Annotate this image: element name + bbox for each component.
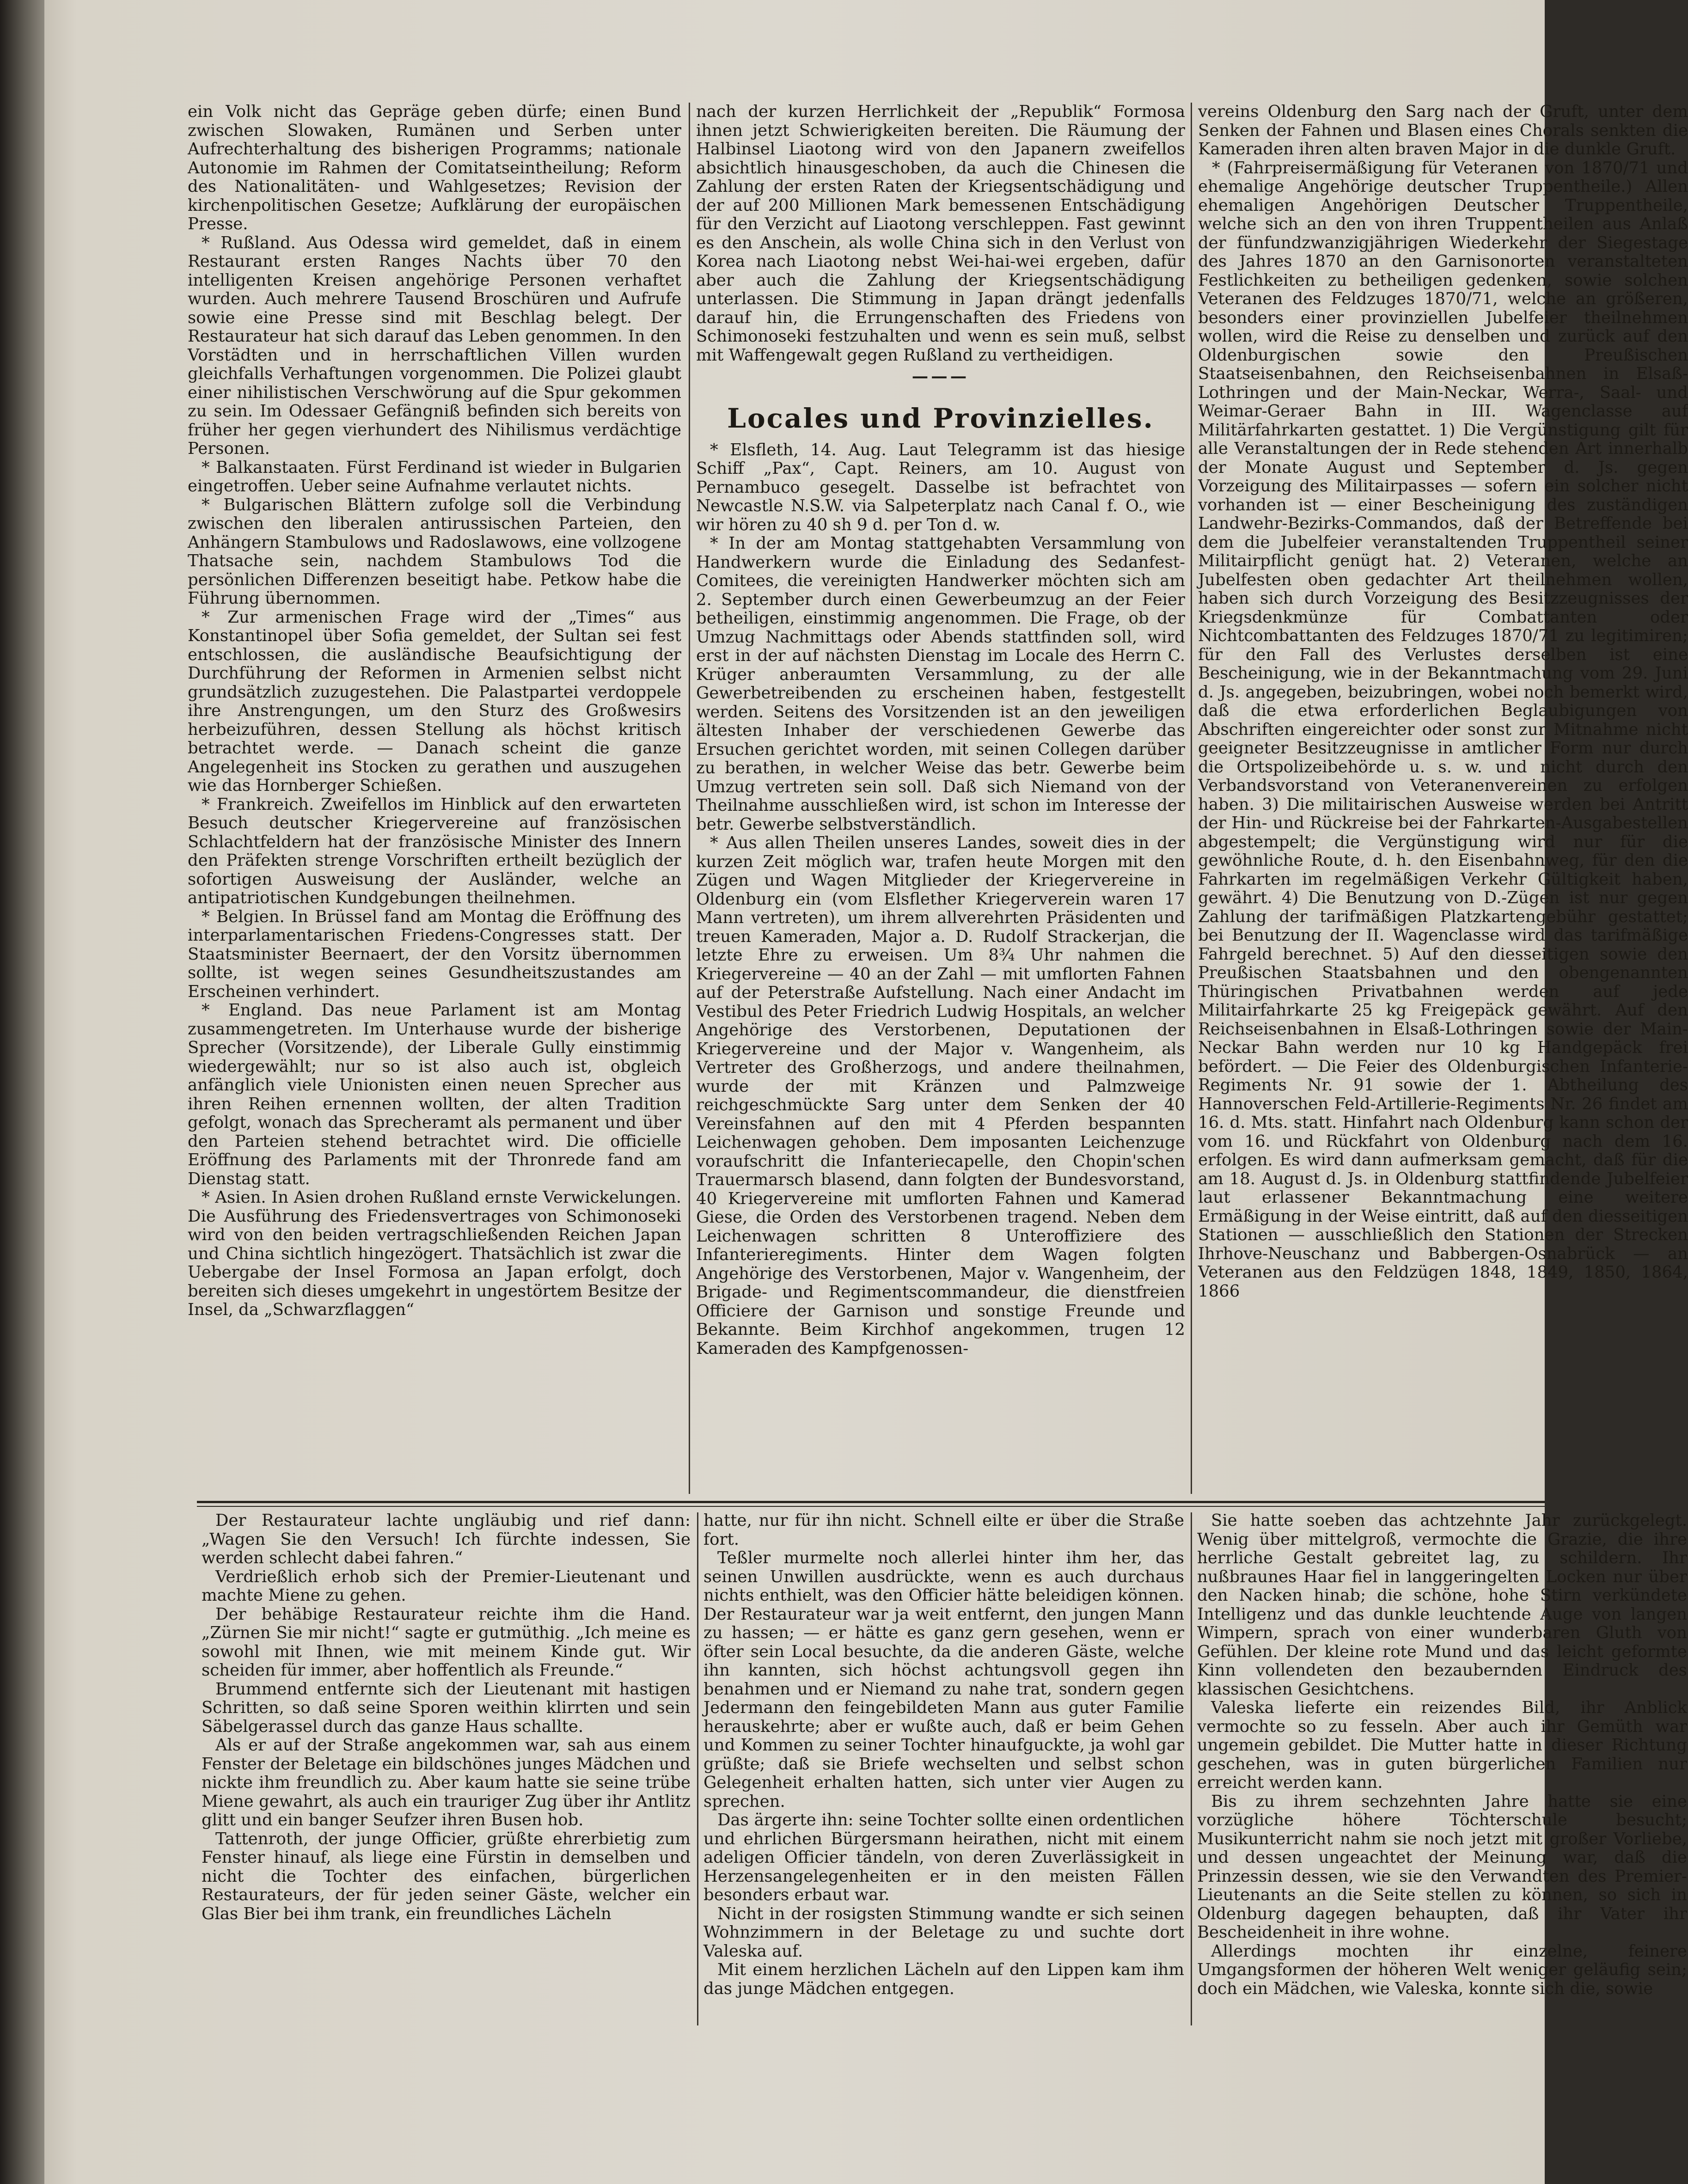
story-paragraph: Nicht in der rosigsten Stimmung wandte er sich seinen Wohnzimmern in der Beletage zu und suchte dort Valeska auf. [703,1904,1184,1961]
article-armenien: * Zur armenischen Frage wird der „Times“ aus Konstantinopel über Sofia gemeldet, der Sultan sei fest entschlossen, die ausländische Beaufsichtigung der Durchführung der Reformen in Armenien selbst nicht grundsätzlich zuzugestehen. Die Palastpartei verdoppele ihre Anstrengungen, um den Sturz des Großwesirs herbeizuführen, dessen Stellung als höchst kritisch betrachtet werde. — Danach scheint die ganze Angelegenheit ins Stocken zu gerathen und auszugehen wie das Hornberger Schießen. [188,607,681,795]
column-rule [697,1512,698,2025]
story-paragraph: Das ärgerte ihn: seine Tochter sollte einen ordentlichen und ehrlichen Bürgersmann heirathen, nicht mit einem adeligen Officier tändeln, von deren Zuverlässigkeit in Herzensangelegenheiten er in den meisten Fällen besonders erbaut war. [703,1811,1184,1904]
article-paragraph: nach der kurzen Herrlichkeit der „Republik“ Formosa ihnen jetzt Schwierigkeiten bereiten. Die Räumung der Halbinsel Liaotong wird von den Japanern zweifellos absichtlich hinausgeschoben, da auch die Chinesen die Zahlung der ersten Raten der Kriegsentschädigung und der auf 200 Millionen Mark bemessenen Entschädigung für den Verzicht auf Liaotong verschleppen. Fast gewinnt es den Anschein, als wolle China sich in den Verlust von Korea nach Liaotong nebst Wei-hai-wei ergeben, dafür aber auch die Zahlung der Kriegsentschädigung unterlassen. Die Stimmung in Japan drängt jedenfalls darauf hin, die Errungenschaften des Friedens von Schimonoseki festzuhalten und wenn es sein muß, selbst mit Waffengewalt gegen Rußland zu vertheidigen. [696,102,1185,365]
story-paragraph: Verdrießlich erhob sich der Premier-Lieutenant und machte Miene zu gehen. [202,1567,691,1605]
article-frankreich: * Frankreich. Zweifellos im Hinblick auf den erwarteten Besuch deutscher Kriegervereine auf französischen Schlachtfeldern hat der französische Minister des Innern den Präfekten strenge Vorschriften ertheilt bezüglich der sofortigen Ausweisung der Ausländer, welche an antipatriotischen Kundgebungen theilnehmen. [188,795,681,907]
story-paragraph: Sie hatte soeben das achtzehnte Jahr zurückgelegt. Wenig über mittelgroß, vermochte die Grazie, die ihre herrliche Gestalt gebreitet lag, zu schildern. Ihr nußbraunes Haar fiel in langgeringelten Locken nur über den Nacken hinab; die schöne, hohe Stirn verkündete Intelligenz und das dunkle leuchtende Auge von langen Wimpern, sprach von einer wunderbaren Gluth von Gefühlen. Der kleine rote Mund und das leicht geformte Kinn vollendeten den bezaubernden Eindruck des klassischen Gesichtchens. [1197,1511,1687,1699]
column-rule [1191,103,1192,1494]
story-paragraph: hatte, nur für ihn nicht. Schnell eilte er über die Straße fort. [703,1511,1184,1549]
story-paragraph: Brummend entfernte sich der Lieutenant mit hastigen Schritten, so daß seine Sporen weithin klirrten und sein Säbelgerassel durch das ganze Haus schallte. [202,1679,691,1736]
bottom-column-2 [703,1511,1184,2038]
article-handwerker: * In der am Montag stattgehabten Versammlung von Handwerkern wurde die Einladung des Sedanfest-Comitees, die vereinigten Handwerker möchten sich am 2. September durch einen Gewerbeumzug an der Feier betheiligen, einstimmig angenommen. Die Frage, ob der Umzug Nachmittags oder Abends stattfinden soll, wird erst in der auf nächsten Dienstag im Locale des Herrn C. Krüger anberaumten Versammlung, zu der alle Gewerbetreibenden zu erscheinen haben, festgestellt werden. Seitens des Vorsitzenden ist an den jeweiligen ältesten Inhaber der verschiedenen Gewerbe das Ersuchen gerichtet worden, mit seinen Collegen darüber zu berathen, in welcher Weise das betr. Gewerbe beim Umzug vertreten sein soll. Daß sich Niemand von der Theilnahme ausschließen wird, ist schon im Interesse der betr. Gewerbe selbstverständlich. [696,534,1185,834]
article-england: * England. Das neue Parlament ist am Montag zusammengetreten. Im Unterhause wurde der bisherige Sprecher (Vorsitzende), der Liberale Gully einstimmig wiedergewählt; nur so ist also auch ist, obgleich anfänglich viele Unionisten einen neuen Sprecher aus ihren Reihen ernennen wollten, der alten Tradition gefolgt, wonach das Sprecheramt als permanent und über den Parteien stehend betrachtet wird. Die officielle Eröffnung des Parlaments mit der Thronrede fand am Dienstag statt. [188,1001,681,1188]
book-gutter [0,0,44,2184]
story-paragraph: Der behäbige Restaurateur reichte ihm die Hand. „Zürnen Sie mir nicht!“ sagte er gutmüthig. „Ich meine es sowohl mit Ihnen, wie mit meinem Kinde gut. Wir scheiden für immer, aber hoffentlich als Freunde.“ [202,1604,691,1680]
article-kriegervereine: * Aus allen Theilen unseres Landes, soweit dies in der kurzen Zeit möglich war, trafen heute Morgen mit den Zügen und Wagen Mitglieder der Kriegervereine in Oldenburg ein (vom Elsflether Kriegerverein waren 17 Mann vertreten), um ihrem allverehrten Präsidenten und treuen Kameraden, Major a. D. Rudolf Strackerjan, die letzte Ehre zu erweisen. Um 8¾ Uhr nahmen die Kriegervereine — 40 an der Zahl — mit umflorten Fahnen auf der Peterstraße Aufstellung. Nach einer Andacht im Vestibul des Peter Friedrich Ludwig Hospitals, an welcher Angehörige des Verstorbenen, Deputationen der Kriegervereine und der Major v. Wangenheim, als Vertreter des Großherzogs, und andere theilnahmen, wurde der mit Kränzen und Palmzweige reichgeschmückte Sarg unter dem Senken der 40 Vereinsfahnen auf den mit 4 Pferden bespannten Leichenwagen gehoben. Dem imposanten Leichenzuge voraufschritt die Infanteriecapelle, den Chopin'schen Trauermarsch blasend, dann folgten der Bundesvorstand, 40 Kriegervereine mit umflorten Fahnen und Kamerad Giese, die Orden des Verstorbenen tragend. Neben dem Leichenwagen schritten 8 Unteroffiziere des Infanterieregiments. Hinter dem Wagen folgten Angehörige des Verstorbenen, Major v. Wangenheim, der Brigade- und Regimentscommandeur, die dienstfreien Officiere der Garnison und sonstige Freunde und Bekannte. Beim Kirchhof angekommen, trugen 12 Kameraden des Kampfgenossen- [696,833,1185,1358]
story-paragraph: Mit einem herzlichen Lächeln auf den Lippen kam ihm das junge Mädchen entgegen. [703,1960,1184,1998]
top-column-1 [188,103,681,1494]
top-column-3 [1198,103,1688,1494]
story-paragraph: Tattenroth, der junge Officier, grüßte ehrerbietig zum Fenster hinauf, als liege eine Fürstin in demselben und nicht die Tochter des einfachen, bürgerlichen Restaurateurs, der für jeden seiner Gäste, welcher ein Glas Bier bei ihm trank, ein freundliches Lächeln [202,1829,691,1923]
story-paragraph: Teßler murmelte noch allerlei hinter ihm her, das seinen Unwillen ausdrückte, wenn es auch durchaus nichts enthielt, was den Officier hätte beleidigen können. Der Restaurateur war ja weit entfernt, den jungen Mann zu hassen; — er hätte es ganz gern gesehen, wenn er öfter sein Local besuchte, da die anderen Gäste, welche ihn kannten, sich höchst achtungsvoll gegen ihn benahmen und er Niemand zu nahe trat, sondern gegen Jedermann den feingebildeten Mann aus guter Familie herauskehrte; aber er wußte auch, daß er beim Gehen und Kommen zu seiner Tochter hinaufguckte, ja wohl gar grüßte; daß sie Briefe wechselten und selbst schon Gelegenheit erhalten hatten, sich unter vier Augen zu sprechen. [703,1548,1184,1811]
feuilleton-separator [197,1501,1545,1503]
article-asien: * Asien. In Asien drohen Rußland ernste Verwickelungen. Die Ausführung des Friedensvertrages von Schimonoseki wird von den beiden vertragschließenden Reichen Japan und China sichtlich hingezögert. Thatsächlich ist zwar die Uebergabe der Insel Formosa an Japan erfolgt, doch bereiten sich dieses umgekehrt in ungestörtem Besitze der Insel, da „Schwarzflaggen“ [188,1188,681,1319]
column-rule [689,103,690,1494]
article-fahrpreisermaessigung: * (Fahrpreisermäßigung für Veteranen von 1870/71 und ehemalige Angehörige deutscher Truppentheile.) Allen ehemaligen Angehörigen Deutscher Truppentheile, welche sich an den von ihren Truppentheilen aus Anlaß der fünfundzwanzigjährigen Wiederkehr der Siegestage des Jahres 1870 an den Garnisonorten veranstalteten Festlichkeiten zu betheiligen gedenken, sowie solchen Veteranen des Feldzuges 1870/71, welche an größeren, besonders einer provinziellen Jubelfeier theilnehmen wollen, wird die Reise zu denselben und zurück auf den Oldenburgischen sowie den Preußischen Staatseisenbahnen, den Reichseisenbahnen in Elsaß-Lothringen und der Main-Neckar, Werra-, Saal- und Weimar-Geraer Bahn in III. Wagenclasse auf Militärfahrkarten gestattet. 1) Die Vergünstigung gilt für alle Veranstaltungen der in Rede stehenden Art innerhalb der Monate August und September d. Js. gegen Vorzeigung des Militairpasses — sofern ein solcher nicht vorhanden ist — einer Bescheinigung des zuständigen Landwehr-Bezirks-Commandos, daß der Betreffende bei dem die Jubelfeier veranstaltenden Truppentheil seiner Militairpflicht genügt hat. 2) Veteranen, welche an Jubelfesten oben gedachter Art theilnehmen wollen, haben sich durch Vorzeigung des Besitzzeugnisses der Kriegsdenkmünze für Combattanten oder Nichtcombattanten des Feldzuges 1870/71 zu legitimiren; für den Fall des Verlustes derselben ist eine Bescheinigung, wie in der Bekanntmachung vom 29. Juni d. Js. angegeben, beizubringen, wobei noch bemerkt wird, daß die etwa erforderlichen Beglaubigungen von Abschriften eingereichter oder sonst zur Mitnahme nicht geeigneter Besitzzeugnisse in amtlicher Form nur durch die Ortspolizeibehörde u. s. w. und nicht durch den Verbandsvorstand von Veteranenvereinen zu erfolgen haben. 3) Die militairischen Ausweise werden bei Antritt der Hin- und Rückreise bei der Fahrkarten-Ausgabestellen abgestempelt; die Vergünstigung wird nur für die gewöhnliche Route, d. h. den Eisenbahnweg, für den die Fahrkarten im regelmäßigen Verkehr Gültigkeit haben, gewährt. 4) Die Benutzung von D.-Zügen ist nur gegen Zahlung der tarifmäßigen Platzkartengebühr gestattet; bei Benutzung der II. Wagenclasse wird das tarifmäßige Fahrgeld berechnet. 5) Auf den diesseitigen sowie den Preußischen Staatsbahnen und den obengenannten Thüringischen Privatbahnen werden auf jede Militairfahrkarte 25 kg Freigepäck gewährt. Auf den Reichseisenbahnen in Elsaß-Lothringen sowie der Main-Neckar Bahn werden nur 10 kg Handgepäck frei befördert. — Die Feier des Oldenburgischen Infanterie-Regiments Nr. 91 sowie der 1. Abtheilung des Hannoverschen Feld-Artillerie-Regiments Nr. 26 findet am 16. d. Mts. statt. Hinfahrt nach Oldenburg kann schon der vom 16. und Rückfahrt von Oldenburg nach dem 16. erfolgen. Es wird dann aufmerksam gemacht, daß für die am 18. August d. Js. in Oldenburg stattfindende Jubelfeier laut erlassener Bekanntmachung eine weitere Ermäßigung in der Weise eintritt, daß auf den diesseitigen Stationen — ausschließlich den Stationen der Strecken Ihrhove-Neuschanz und Babbergen-Osnabrück — an Veteranen aus den Feldzügen 1848, 1849, 1850, 1864, 1866 [1198,158,1688,1301]
section-heading: Locales und Provinzielles. [727,402,1154,434]
column-rule [1191,1512,1192,2025]
newspaper-page [44,0,1688,2184]
article-belgien: * Belgien. In Brüssel fand am Montag die Eröffnung des interparlamentarischen Friedens-Congresses statt. Der Staatsminister Beernaert, der den Vorsitz übernommen sollte, ist wegen seines Gesundheitszustandes am Erscheinen verhindert. [188,907,681,1001]
article-russland: * Rußland. Aus Odessa wird gemeldet, daß in einem Restaurant ersten Ranges Nachts über 70 den intelligenten Kreisen angehörige Personen verhaftet wurden. Auch mehrere Tausend Broschüren und Aufrufe sowie eine Presse sind mit Beschlag belegt. Der Restaurateur hat sich darauf das Leben genommen. In den Vorstädten und in herrschaftlichen Villen wurden gleichfalls Verhaftungen vorgenommen. Die Polizei glaubt einer nihilistischen Verschwörung auf die Spur gekommen zu sein. Im Odessaer Gefängniß befinden sich bereits von früher her gegen vierhundert des Nihilismus verdächtige Personen. [188,233,681,458]
story-paragraph: Der Restaurateur lachte ungläubig und rief dann: „Wagen Sie den Versuch! Ich fürchte indessen, Sie werden schlecht dabei fahren.“ [202,1511,691,1567]
top-column-2 [696,103,1185,1494]
feuilleton-separator-thin [197,1506,1545,1507]
story-paragraph: Bis zu ihrem sechzehnten Jahre hatte sie eine vorzügliche höhere Töchterschule besucht; Musikunterricht nahm sie noch jetzt mit großer Vorliebe, und dessen ungeachtet der Meinung war, daß die Prinzessin dessen, wie sie den Verwandten des Premier-Lieutenants an die Seite stellen zu können, so sich in Oldenburg dagegen behaupten, daß ihr Vater ihr Bescheidenheit in ihre wohne. [1197,1792,1687,1942]
article-elsfleth: * Elsfleth, 14. Aug. Laut Telegramm ist das hiesige Schiff „Pax“, Capt. Reiners, am 10. August von Pernambuco gesegelt. Dasselbe ist befrachtet von Newcastle N.S.W. via Salpeterplatz nach Canal f. O., wie wir hören zu 40 sh 9 d. per Ton d. w. [696,440,1185,534]
bottom-column-3 [1197,1511,1687,2038]
story-paragraph: Valeska lieferte ein reizendes Bild, ihr Anblick vermochte so zu fesseln. Aber auch ihr Gemüth war ungemein gebildet. Die Mutter hatte in dieser Richtung geschehen, was in guten bürgerlichen Familien nur erreicht werden kann. [1197,1698,1687,1792]
section-divider: ——— [911,367,970,386]
article-bulgarien: * Bulgarischen Blättern zufolge soll die Verbindung zwischen den liberalen antirussischen Parteien, den Anhängern Stambulows und Radoslawows, eine vollzogene Thatsache sein, nachdem Stambulows Tod die persönlichen Differenzen beseitigt habe. Petkow habe die Führung übernommen. [188,495,681,608]
article-paragraph: vereins Oldenburg den Sarg nach der Gruft, unter dem Senken der Fahnen und Blasen eines Chorals senkten die Kameraden ihren alten braven Major in die dunkle Gruft. [1198,102,1688,159]
story-paragraph: Allerdings mochten ihr einzelne, feinere Umgangsformen der höheren Welt weniger geläufig sein; doch ein Mädchen, wie Valeska, konnte sich die, sowie [1197,1941,1687,1998]
story-paragraph: Als er auf der Straße angekommen war, sah aus einem Fenster der Beletage ein bildschönes junges Mädchen und nickte ihm freundlich zu. Aber kaum hatte sie seine trübe Miene gewahrt, als auch ein trauriger Zug über ihr Antlitz glitt und ein banger Seufzer ihren Busen hob. [202,1736,691,1829]
article-balkanstaaten: * Balkanstaaten. Fürst Ferdinand ist wieder in Bulgarien eingetroffen. Ueber seine Aufnahme verlautet nichts. [188,458,681,496]
bottom-column-1 [202,1511,691,2038]
article-paragraph: ein Volk nicht das Gepräge geben dürfe; einen Bund zwischen Slowaken, Rumänen und Serben unter Aufrechterhaltung des bisherigen Programms; nationale Autonomie im Rahmen der Comitatseintheilung; Reform des Nationalitäten- und Wahlgesetzes; Revision der kirchenpolitischen Gesetze; Aufklärung der europäischen Presse. [188,102,681,233]
